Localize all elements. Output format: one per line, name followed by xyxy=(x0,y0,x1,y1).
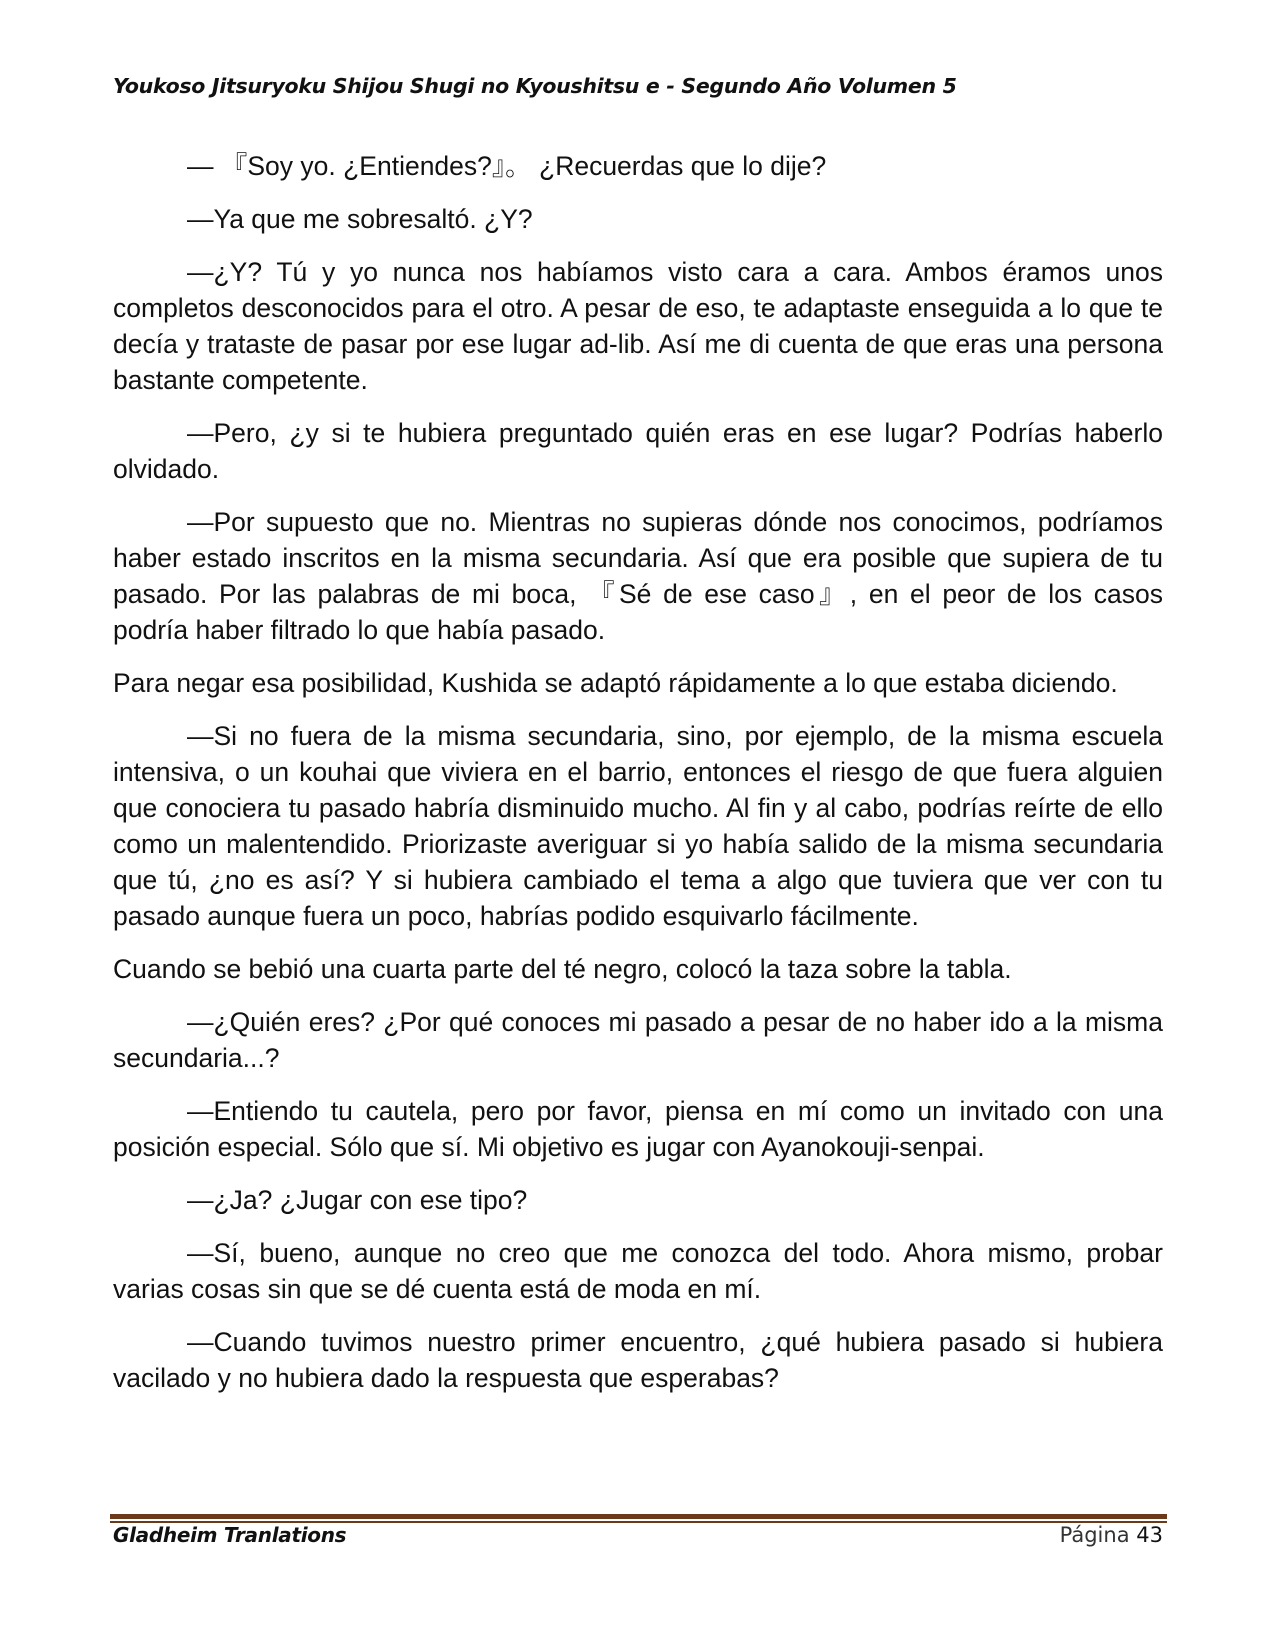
paragraph: Cuando se bebió una cuarta parte del té negro, colocó la taza sobre la tabla. xyxy=(113,954,1012,984)
paragraph: —Cuando tuvimos nuestro primer encuentro, ¿qué hubiera pasado si hubiera vacilado y no hubiera dado la respuesta que esperabas? xyxy=(113,1327,1163,1393)
paragraph: —Sí, bueno, aunque no creo que me conozca del todo. Ahora mismo, probar varias cosas sin que se dé cuenta está de moda en mí. xyxy=(113,1238,1163,1304)
paragraph: —Ya que me sobresaltó. ¿Y? xyxy=(187,204,533,234)
page-header-title: Youkoso Jitsuryoku Shijou Shugi no Kyoushitsu e - Segundo Año Volumen 5 xyxy=(113,74,957,98)
footer-credit: Gladheim Tranlations xyxy=(113,1523,347,1547)
footer-divider-thick xyxy=(110,1514,1167,1519)
paragraph: —Si no fuera de la misma secundaria, sino, por ejemplo, de la misma escuela intensiva, o un kouhai que viviera en el barrio, entonces el riesgo de que fuera alguien que conociera tu pasado habría disminuido mucho. Al fin y al cabo, podrías reírte de ello como un malentendido. Priorizaste averiguar si yo había salido de la misma secundaria que tú, ¿no es así? Y si hubiera cambiado el tema a algo que tuviera que ver con tu pasado aunque fuera un poco, habrías podido esquivarlo fácilmente. xyxy=(113,721,1163,931)
paragraph: —¿Y? Tú y yo nunca nos habíamos visto cara a cara. Ambos éramos unos completos desconocidos para el otro. A pesar de eso, te adaptaste enseguida a lo que te decía y trataste de pasar por ese lugar ad-lib. Así me di cuenta de que eras una persona bastante competente. xyxy=(113,257,1163,395)
paragraph: —Por supuesto que no. Mientras no supieras dónde nos conocimos, podríamos haber estado inscritos en la misma secundaria. Así que era posible que supiera de tu pasado. Por las palabras de mi boca, 『Sé de ese caso』, en el peor de los casos podría haber filtrado lo que había pasado. xyxy=(113,507,1163,645)
body-text xyxy=(113,148,1163,1413)
page-number-block xyxy=(1060,1523,1163,1547)
paragraph: —¿Ja? ¿Jugar con ese tipo? xyxy=(187,1185,528,1215)
page-number: 43 xyxy=(1136,1523,1163,1547)
paragraph: — 『Soy yo. ¿Entiendes?』。 ¿Recuerdas que lo dije? xyxy=(187,151,827,181)
paragraph: —¿Quién eres? ¿Por qué conoces mi pasado a pesar de no haber ido a la misma secundaria...? xyxy=(113,1007,1163,1073)
paragraph: —Entiendo tu cautela, pero por favor, piensa en mí como un invitado con una posición especial. Sólo que sí. Mi objetivo es jugar con Ayanokouji-senpai. xyxy=(113,1096,1163,1162)
paragraph: Para negar esa posibilidad, Kushida se adaptó rápidamente a lo que estaba diciendo. xyxy=(113,668,1118,698)
page-label: Página xyxy=(1059,1523,1130,1547)
paragraph: —Pero, ¿y si te hubiera preguntado quién eras en ese lugar? Podrías haberlo olvidado. xyxy=(113,418,1163,484)
